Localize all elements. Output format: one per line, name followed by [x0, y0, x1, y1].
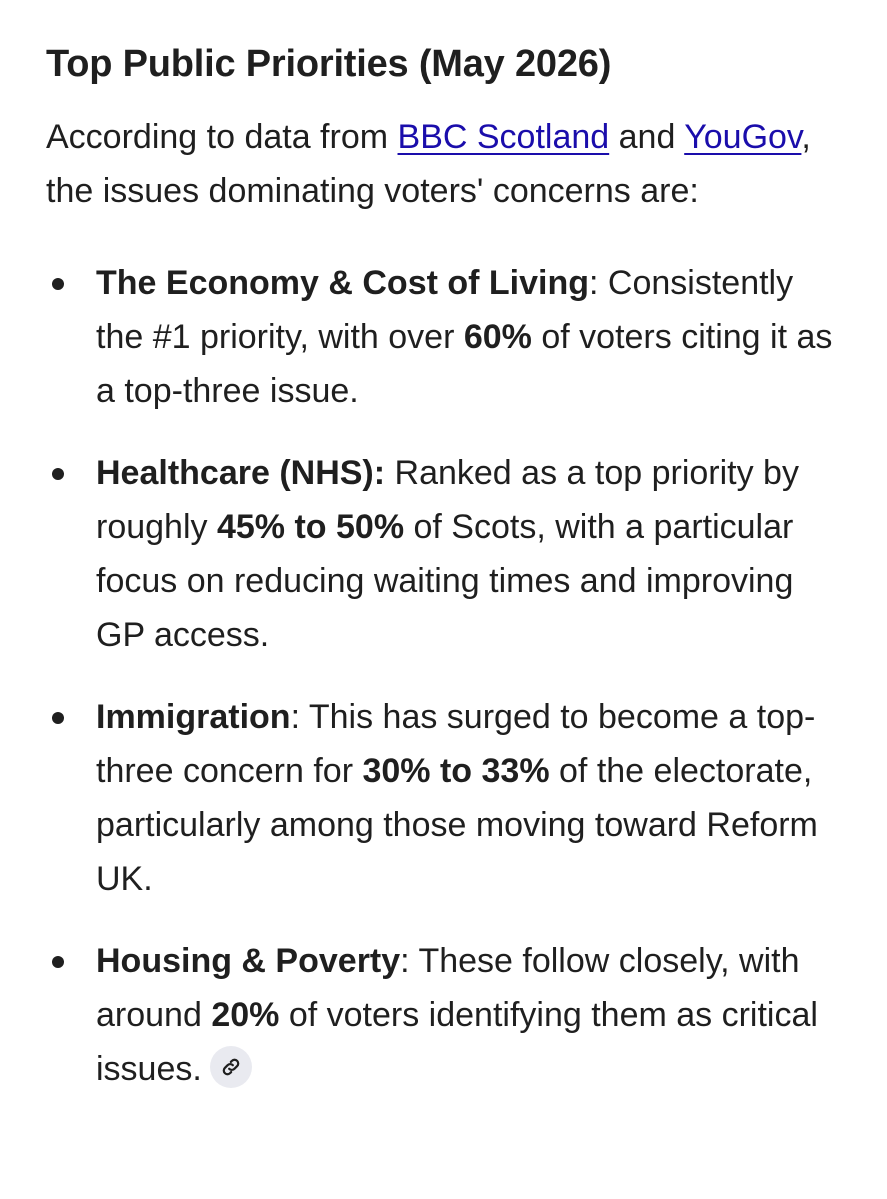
intro-paragraph: According to data from BBC Scotland and YouGov, the issues dominating voters' concerns are: [46, 118, 811, 210]
list-item-immigration: Immigration: This has surged to become a top-three concern for 30% to 33% of the electorate, particularly among those moving toward Reform UK. [46, 690, 847, 906]
yougov-link[interactable]: YouGov [684, 118, 802, 156]
bullet [52, 468, 64, 480]
list-item-housing: Housing & Poverty: These follow closely, with around 20% of voters identifying them as critical issues. [46, 934, 847, 1096]
bullet [52, 278, 64, 290]
section-title: Top Public Priorities (May 2026) [46, 43, 612, 85]
link-icon [220, 1056, 242, 1078]
source-link-button[interactable] [210, 1046, 252, 1088]
bullet [52, 956, 64, 968]
list-item-healthcare: Healthcare (NHS): Ranked as a top priority by roughly 45% to 50% of Scots, with a particular focus on reducing waiting times and improving GP access. [46, 446, 847, 662]
bullet [52, 712, 64, 724]
bbc-scotland-link[interactable]: BBC Scotland [397, 118, 610, 156]
priorities-list [46, 256, 847, 1096]
list-item-economy: The Economy & Cost of Living: Consistently the #1 priority, with over 60% of voters citing it as a top-three issue. [46, 256, 847, 418]
